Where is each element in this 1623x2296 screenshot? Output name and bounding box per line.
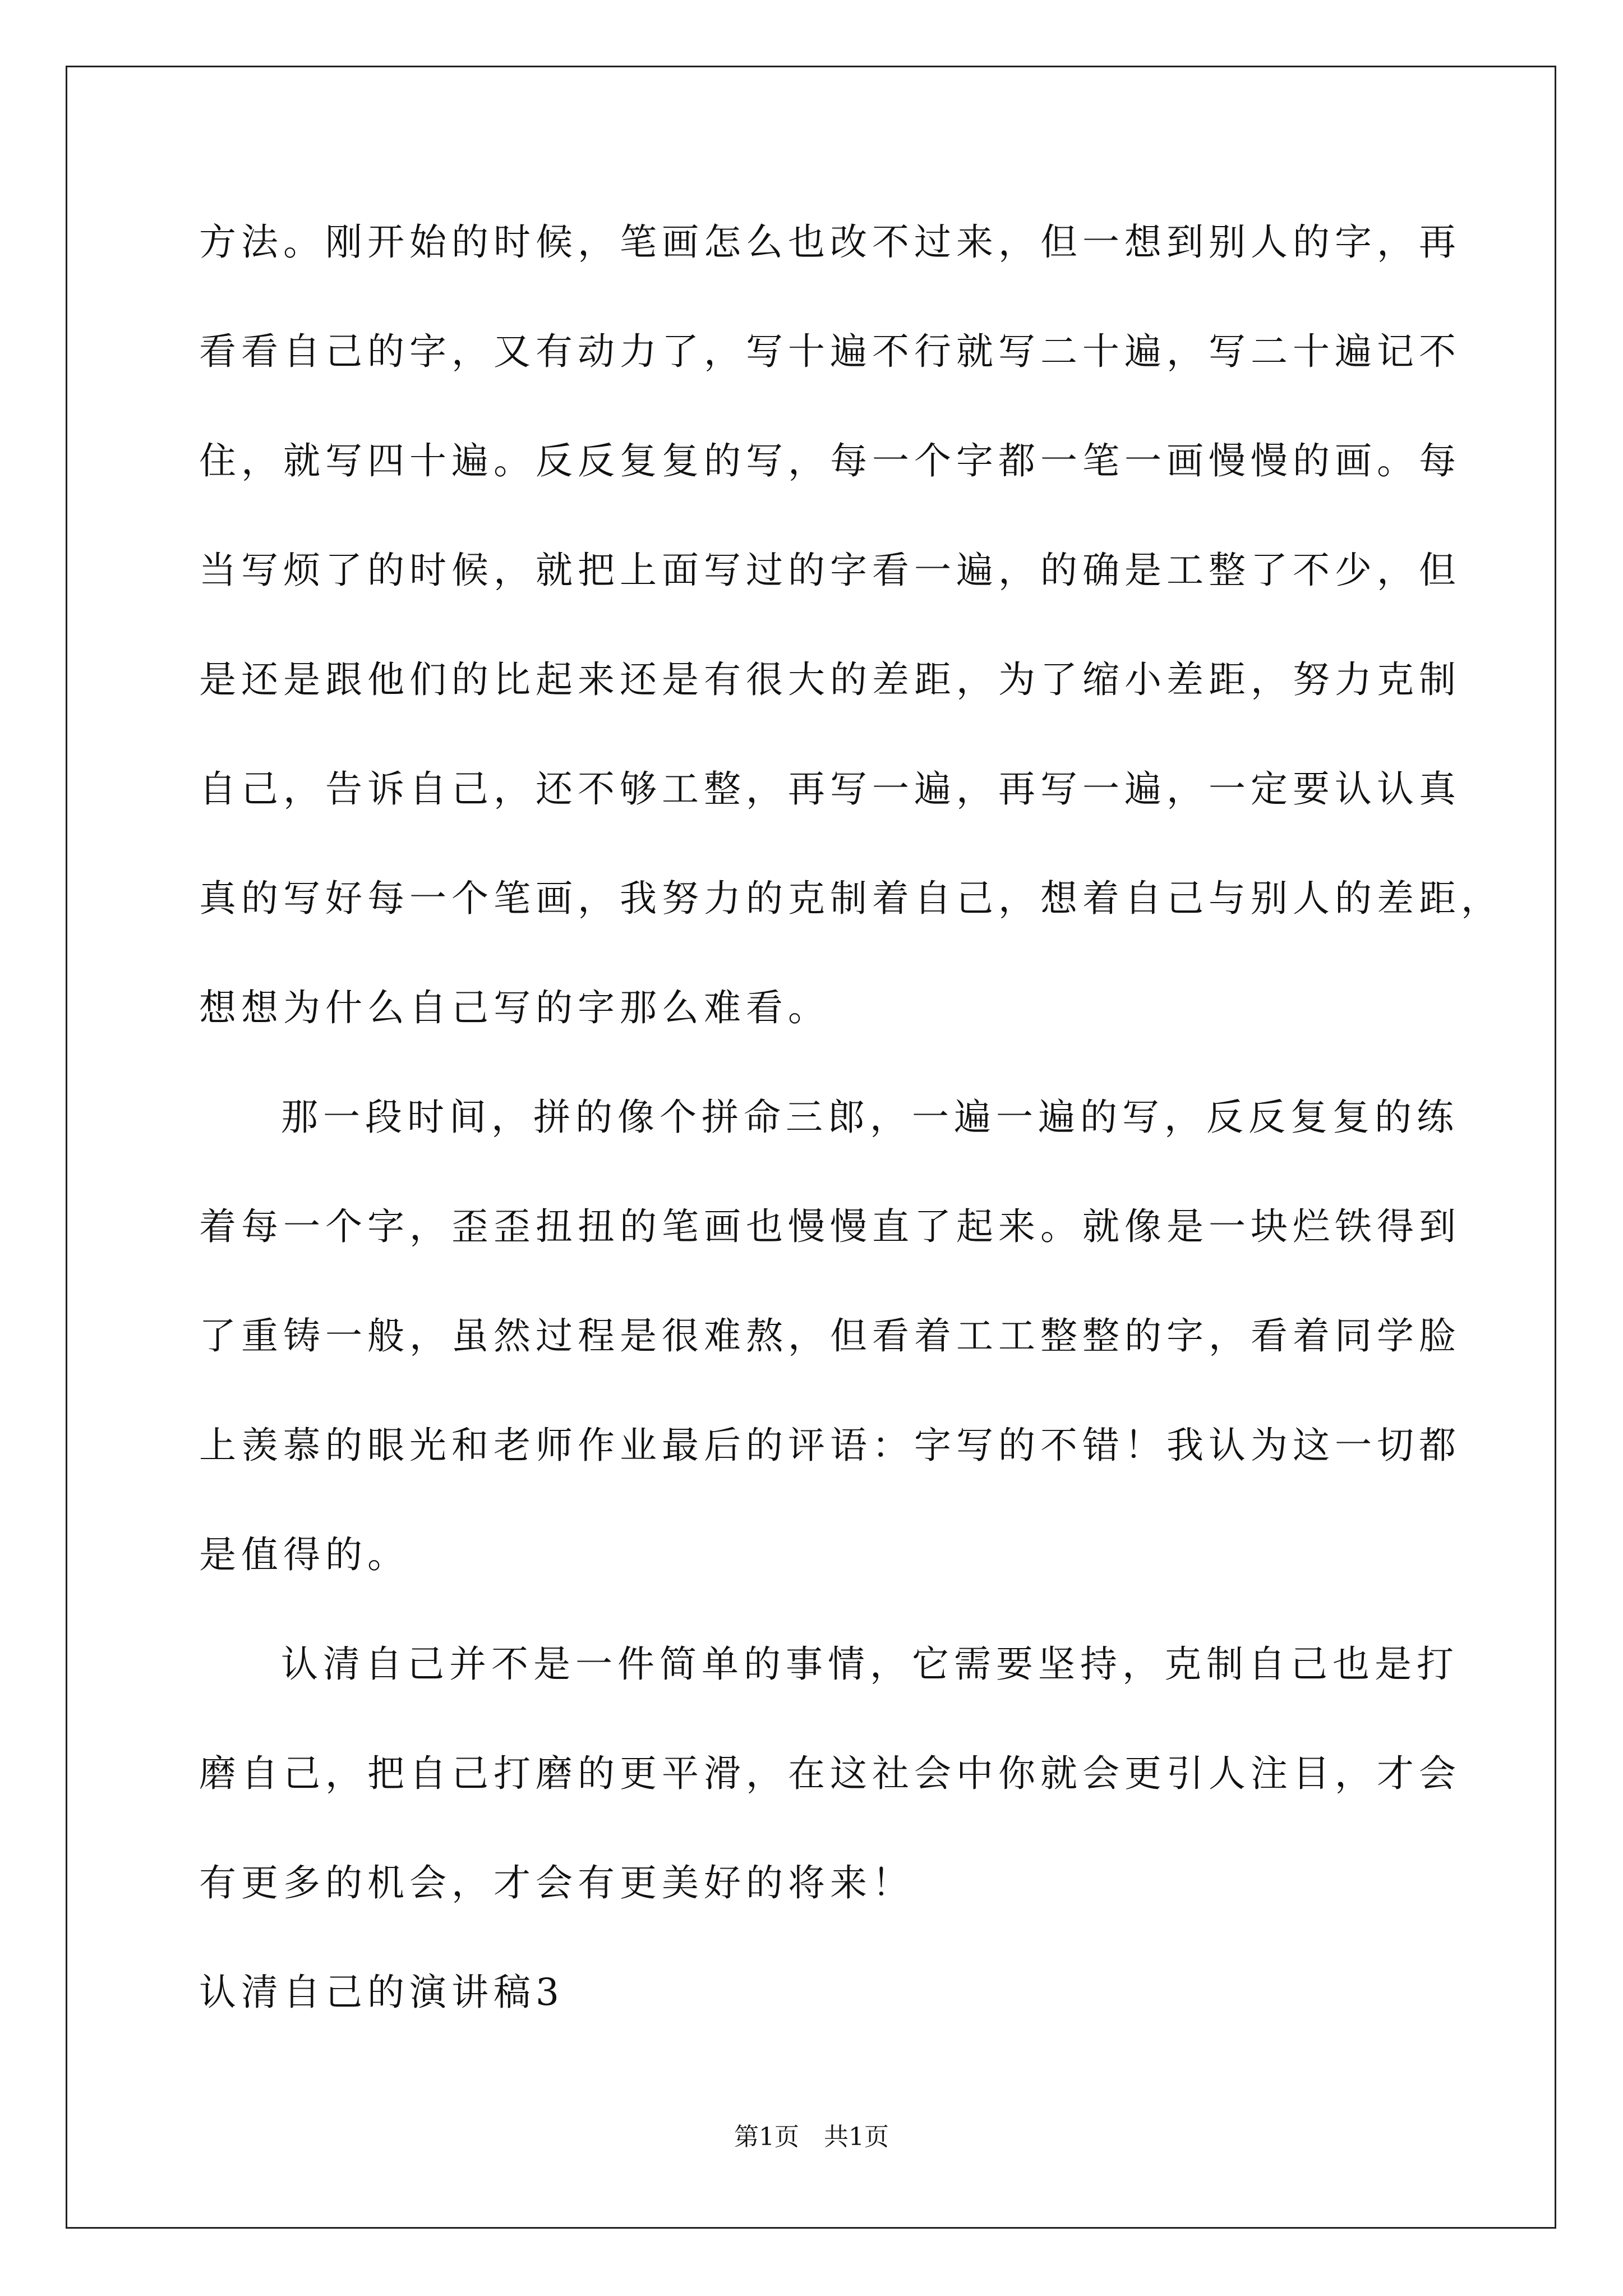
paragraph-line: 磨自己，把自己打磨的更平滑，在这社会中你就会更引人注目，才会 bbox=[199, 1752, 1461, 1795]
paragraph-line: 看看自己的字，又有动力了，写十遍不行就写二十遍，写二十遍记不 bbox=[199, 330, 1461, 373]
paragraph-line: 上羡慕的眼光和老师作业最后的评语：字写的不错！我认为这一切都 bbox=[199, 1424, 1461, 1467]
paragraph-line: 住，就写四十遍。反反复复的写，每一个字都一笔一画慢慢的画。每 bbox=[199, 439, 1461, 482]
paragraph-line: 着每一个字，歪歪扭扭的笔画也慢慢直了起来。就像是一块烂铁得到 bbox=[199, 1205, 1461, 1248]
paragraph-line: 是还是跟他们的比起来还是有很大的差距，为了缩小差距，努力克制 bbox=[199, 658, 1461, 701]
paragraph-line: 认清自己并不是一件简单的事情，它需要坚持，克制自己也是打 bbox=[281, 1642, 1459, 1686]
paragraph-line: 真的写好每一个笔画，我努力的克制着自己，想着自己与别人的差距， bbox=[199, 877, 1503, 920]
section-heading: 认清自己的演讲稿3 bbox=[199, 1971, 564, 2014]
document-body bbox=[199, 213, 1503, 2073]
paragraph-line: 当写烦了的时候，就把上面写过的字看一遍，的确是工整了不少，但 bbox=[199, 549, 1461, 592]
paragraph-line: 自己，告诉自己，还不够工整，再写一遍，再写一遍，一定要认认真 bbox=[199, 767, 1461, 811]
page-footer: 第1页 共1页 bbox=[734, 2123, 889, 2151]
paragraph-line: 了重铸一般，虽然过程是很难熬，但看着工工整整的字，看着同学脸 bbox=[199, 1314, 1461, 1358]
paragraph-line: 是值得的。 bbox=[199, 1533, 409, 1576]
paragraph-line: 方法。刚开始的时候，笔画怎么也改不过来，但一想到别人的字，再 bbox=[199, 220, 1461, 264]
paragraph-line: 有更多的机会，才会有更美好的将来！ bbox=[199, 1861, 914, 1904]
paragraph-line: 想想为什么自己写的字那么难看。 bbox=[199, 986, 830, 1029]
paragraph-line: 那一段时间，拼的像个拼命三郎，一遍一遍的写，反反复复的练 bbox=[281, 1096, 1459, 1139]
